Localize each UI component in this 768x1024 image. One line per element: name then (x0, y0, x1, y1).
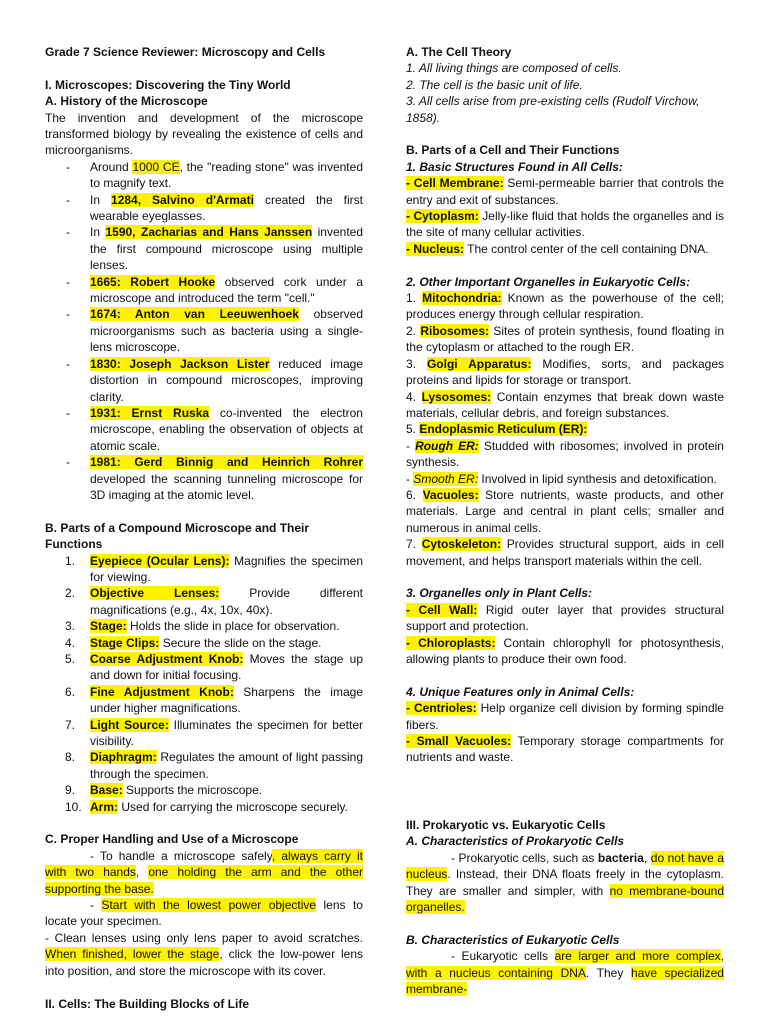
part-item: 10. Arm: Used for carrying the microscope securely. (65, 799, 348, 814)
history-item: - Around 1000 CE, the "reading stone" was invented to magnify text. (66, 159, 363, 191)
subheading-prokaryotic: A. Characteristics of Prokaryotic Cells (406, 834, 625, 849)
subheading-eukaryotic: B. Characteristics of Eukaryotic Cells (406, 932, 620, 947)
document-title: Grade 7 Science Reviewer: Microscopy and Cells (45, 45, 326, 59)
history-item: - 1931: Ernst Ruska co-invented the electron microscope, enabling the observation of objects at atomic scale. (66, 405, 363, 453)
section-heading-cells: II. Cells: The Building Blocks of Life (45, 996, 250, 1011)
history-list (45, 159, 363, 504)
organelle-entry: 4. Lysosomes: Contain enzymes that break down waste materials, cellular debris, and foreign substances. (406, 389, 725, 420)
nucleus-entry: - Nucleus: The control center of the cell containing DNA. (406, 241, 709, 256)
part-item: 7. Light Source: Illuminates the specimen for better visibility. (65, 717, 363, 749)
part-item: 4. Stage Clips: Secure the slide on the stage. (65, 635, 322, 650)
handling-paragraph-2: - Start with the lowest power objective lens to locate your specimen. (45, 898, 363, 929)
prokaryotic-paragraph: - Prokaryotic cells, such as bacteria, do not have a nucleus. Instead, their DNA floats freely in the cytoplasm. They are smaller and simpler, with no membrane-bound organelles. (406, 850, 725, 915)
history-item: - 1981: Gerd Binnig and Heinrich Rohrer developed the scanning tunneling microscope for 3D imaging at the atomic level. (66, 455, 363, 502)
organelle-entry: 1. Mitochondria: Known as the powerhouse of the cell; produces energy through cellular respiration. (406, 291, 725, 322)
cytoplasm-entry: - Cytoplasm: Jelly-like fluid that holds the organelles and is the site of many cellular activities. (406, 209, 724, 240)
history-intro: The invention and development of the microscope transformed biology by revealing the existence of cells and microorganisms. (45, 110, 363, 158)
cell-theory-item: 3. All cells arise from pre-existing cells (Rudolf Virchow, 1858). (406, 94, 700, 125)
history-item: - 1665: Robert Hooke observed cork under a microscope and introduced the term "cell." (66, 274, 363, 306)
subheading-microscope-parts: B. Parts of a Compound Microscope and Their Functions (45, 520, 310, 552)
cell-theory-item: 1. All living things are composed of cells. (406, 61, 622, 76)
part-item: 9. Base: Supports the microscope. (65, 783, 263, 798)
history-item: - In 1590, Zacharias and Hans Janssen invented the first compound microscope using multiple lenses. (66, 225, 363, 273)
microscope-parts-list (45, 553, 363, 816)
handling-paragraph-1: - To handle a microscope safely, always carry it with two hands, one holding the arm and the other supporting the base. (45, 848, 363, 896)
part-item: 3. Stage: Holds the slide in place for observation. (65, 619, 340, 634)
smooth-er-entry: - Smooth ER: Involved in lipid synthesis and detoxification. (406, 471, 717, 486)
other-organelles-heading: 2. Other Important Organelles in Eukaryotic Cells: (406, 274, 691, 289)
centrioles-entry: - Centrioles: Help organize cell division by forming spindle fibers. (406, 701, 724, 732)
part-item: 5. Coarse Adjustment Knob: Moves the stage up and down for initial focusing. (65, 652, 363, 683)
organelle-entry: 6. Vacuoles: Store nutrients, waste products, and other materials. Large and central in plant cells; smaller and numerous in animal cells. (406, 487, 725, 535)
part-item: 1. Eyepiece (Ocular Lens): Magnifies the specimen for viewing. (65, 553, 363, 584)
cell-membrane-entry: - Cell Membrane: Semi-permeable barrier that controls the entry and exit of substances. (406, 176, 724, 207)
animal-features-heading: 4. Unique Features only in Animal Cells: (406, 684, 635, 699)
part-item: 6. Fine Adjustment Knob: Sharpens the image under higher magnifications. (65, 684, 363, 716)
organelle-entry: 5. Endoplasmic Reticulum (ER): (406, 422, 588, 437)
plant-organelles-heading: 3. Organelles only in Plant Cells: (406, 586, 593, 601)
right-column (406, 44, 724, 766)
organelle-entry: 2. Ribosomes: Sites of protein synthesis, found floating in the cytoplasm or attached to the rough ER. (406, 323, 724, 355)
subheading-cell-theory: A. The Cell Theory (406, 45, 512, 59)
section-heading-microscopes: I. Microscopes: Discovering the Tiny World (45, 77, 291, 92)
handling-paragraph-3: - Clean lenses using only lens paper to avoid scratches. When finished, lower the stage, click the low-power lens into position, and store the microscope with its cover. (45, 930, 363, 978)
history-item: - 1830: Joseph Jackson Lister reduced image distortion in compound microscopes, improving clarity. (66, 356, 363, 404)
section-heading-prokaryotic-eukaryotic: III. Prokaryotic vs. Eukaryotic Cells (406, 818, 606, 832)
right-column-lower (406, 817, 724, 997)
organelle-entry: 3. Golgi Apparatus: Modifies, sorts, and packages proteins and lipids for storage or transport. (406, 356, 725, 388)
subheading-handling: C. Proper Handling and Use of a Microscope (45, 832, 299, 847)
organelle-entry: 7. Cytoskeleton: Provides structural support, aids in cell movement, and helps transport materials within the cell. (406, 537, 725, 568)
basic-structures-heading: 1. Basic Structures Found in All Cells: (406, 159, 623, 174)
history-item: - In 1284, Salvino d'Armati created the first wearable eyeglasses. (66, 192, 363, 224)
chloroplasts-entry: - Chloroplasts: Contain chlorophyll for photosynthesis, allowing plants to produce their own food. (406, 635, 725, 666)
rough-er-entry: - Rough ER: Studded with ribosomes; involved in protein synthesis. (406, 438, 724, 470)
subheading-history: A. History of the Microscope (45, 94, 208, 109)
cell-wall-entry: - Cell Wall: Rigid outer layer that provides structural support and protection. (406, 602, 724, 634)
part-item: 8. Diaphragm: Regulates the amount of light passing through the specimen. (65, 750, 363, 781)
part-item: 2. Objective Lenses: Provide different magnifications (e.g., 4x, 10x, 40x). (65, 586, 363, 617)
left-column (45, 44, 363, 1012)
history-item: - 1674: Anton van Leeuwenhoek observed microorganisms such as bacteria using a single-lens microscope. (66, 307, 363, 355)
cell-theory-item: 2. The cell is the basic unit of life. (406, 77, 583, 92)
subheading-cell-parts: B. Parts of a Cell and Their Functions (406, 143, 620, 158)
eukaryotic-paragraph: - Eukaryotic cells are larger and more complex, with a nucleus containing DNA. They have specialized membrane- (406, 949, 725, 997)
small-vacuoles-entry: - Small Vacuoles: Temporary storage compartments for nutrients and waste. (406, 734, 724, 765)
